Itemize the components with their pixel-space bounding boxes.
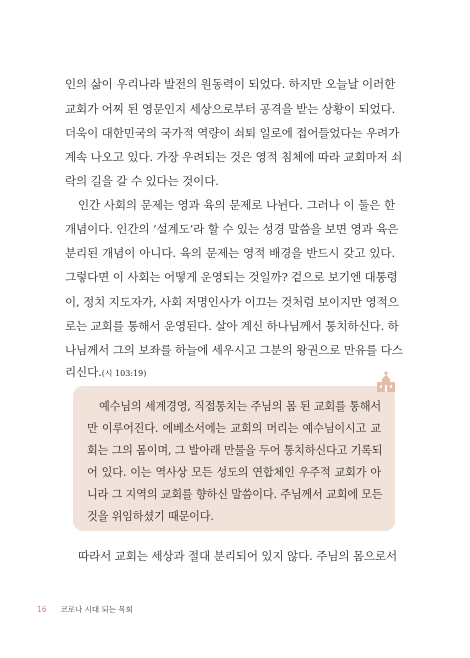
text-line: 인의 삶이 우리나라 발전의 원동력이 되었다. 하지만 오늘날 이러한 bbox=[65, 77, 396, 91]
page-footer bbox=[37, 604, 133, 615]
text-line: 이, 정치 지도자가, 사회 저명인사가 이끄는 것처럼 보이지만 영적으 bbox=[65, 295, 399, 309]
text-line: 락의 길을 갈 수 있다는 것이다. bbox=[65, 174, 219, 188]
callout-box bbox=[73, 386, 395, 531]
callout-line: 것을 위임하셨기 때문이다. bbox=[87, 510, 214, 523]
text-line: 개념이다. 인간의 ‘설계도’라 할 수 있는 성경 말씀을 보면 영과 육은 bbox=[65, 222, 399, 236]
text-fragment: 리신다. bbox=[65, 365, 102, 379]
text-line: 교회가 어찌 된 영문인지 세상으로부터 공격을 받는 상황이 되었다. bbox=[65, 102, 396, 116]
scripture-reference: (시 103:19) bbox=[101, 369, 147, 378]
page-number: 16 bbox=[37, 605, 47, 614]
text-line: 계속 나오고 있다. 가장 우려되는 것은 영적 침체에 따라 교회마저 쇠 bbox=[65, 150, 403, 164]
running-title: 코로나 시대 되는 목회 bbox=[60, 605, 133, 614]
text-line: 분리된 개념이 아니다. 육의 문제는 영적 배경을 반드시 갖고 있다. bbox=[65, 246, 395, 260]
callout-line: 어 있다. 이는 역사상 모든 성도의 연합체인 우주적 교회가 아 bbox=[87, 466, 381, 479]
text-line: 그렇다면 이 사회는 어떻게 운영되는 것일까? 겉으로 보기엔 대통령 bbox=[65, 270, 398, 284]
chapel-icon bbox=[375, 371, 397, 393]
callout-line: 니라 그 지역의 교회를 향하신 말씀이다. 주님께서 교회에 모든 bbox=[87, 488, 383, 501]
text-line bbox=[65, 364, 395, 382]
text-line: 나님께서 그의 보좌를 하늘에 세우시고 그분의 왕권으로 만유를 다스 bbox=[65, 343, 403, 357]
callout-line: 회는 그의 몸이며, 그 발아래 만물을 두어 통치하신다고 기록되 bbox=[87, 444, 383, 457]
text-line: 인간 사회의 문제는 영과 육의 문제로 나뉜다. 그러나 이 둘은 한 bbox=[78, 198, 395, 212]
text-line: 더욱이 대한민국의 국가적 역량이 쇠퇴 일로에 접어들었다는 우려가 bbox=[65, 126, 400, 140]
text-line: 따라서 교회는 세상과 절대 분리되어 있지 않다. 주님의 몸으로서 bbox=[78, 549, 398, 563]
text-line: 로는 교회를 통해서 운영된다. 살아 계신 하나님께서 통치하신다. 하 bbox=[65, 319, 399, 333]
callout-line: 만 이루어진다. 에베소서에는 교회의 머리는 예수님이시고 교 bbox=[87, 422, 381, 435]
callout-line: 예수님의 세계경영, 직접통치는 주님의 몸 된 교회를 통해서 bbox=[99, 400, 381, 413]
